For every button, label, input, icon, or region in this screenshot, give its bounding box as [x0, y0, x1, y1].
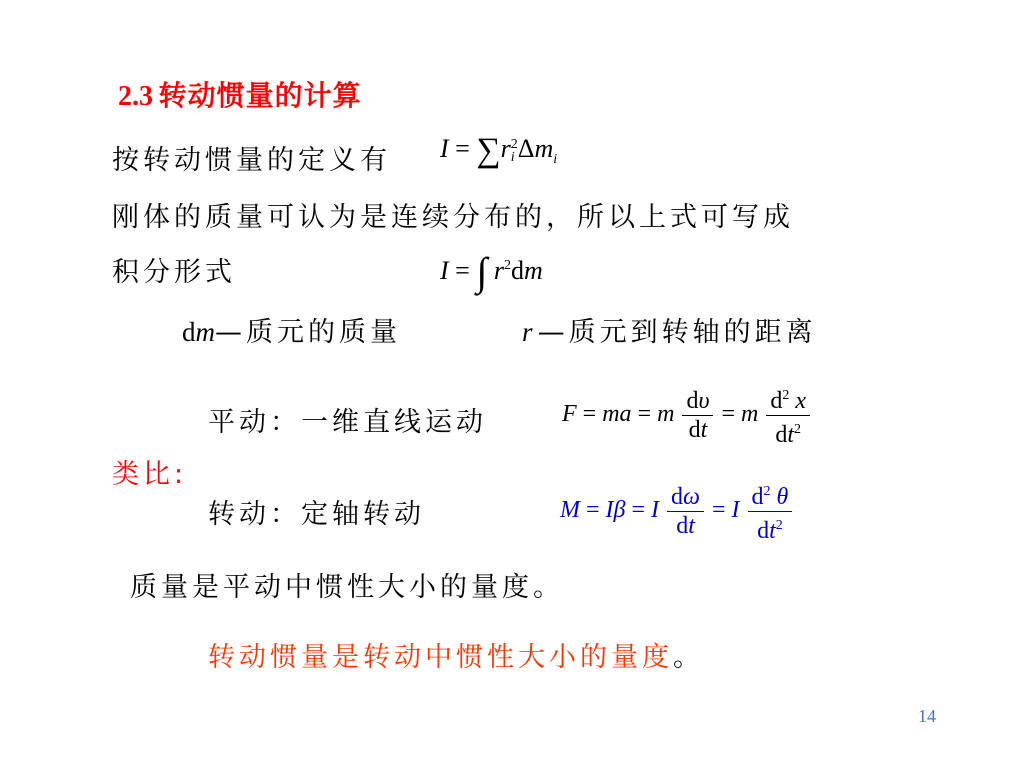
title-number: 2.3: [118, 81, 153, 112]
integral-formula: I = ∫ $r^2dm$: [440, 249, 543, 294]
analogy-label: 类比:: [112, 459, 188, 490]
integral-form-line: 积分形式: [112, 257, 236, 288]
inertia-statement: [208, 635, 704, 674]
dm-definition-text: —质元的质量: [215, 317, 401, 348]
inertia-statement-text: 转动惯量是转动中惯性大小的量度: [208, 642, 673, 673]
sum-formula: I = ∑r 2 i $\Delta m_i$: [440, 132, 558, 169]
translation-label: 平动：一维直线运动: [208, 407, 487, 438]
mass-statement: 质量是平动中惯性大小的量度。: [130, 572, 564, 603]
continuous-line: 刚体的质量可认为是连续分布的，所以上式可写成: [112, 202, 794, 233]
slide-title: [118, 74, 362, 114]
translation-formula: F = ma = m $\frac{d\upsilon}{dt}$ = m $\frac{d^2 x}{dt^2}$: [562, 382, 812, 449]
rotation-label: 转动：定轴转动: [208, 499, 425, 530]
r-definition: r —质元到转轴的距离: [522, 317, 817, 348]
r-definition-text: —质元到转轴的距离: [537, 317, 817, 348]
definition-line: 按转动惯量的定义有: [112, 145, 391, 176]
dm-definition: dm—质元的质量: [182, 317, 401, 348]
title-text: 转动惯量的计算: [158, 79, 362, 112]
page-number: 14: [918, 706, 936, 726]
inertia-statement-period: 。: [673, 642, 704, 673]
rotation-formula: M = Iβ = I $\frac{d\omega}{dt}$ = I $\frac{d^2 \theta}{dt^2}$: [560, 478, 794, 545]
